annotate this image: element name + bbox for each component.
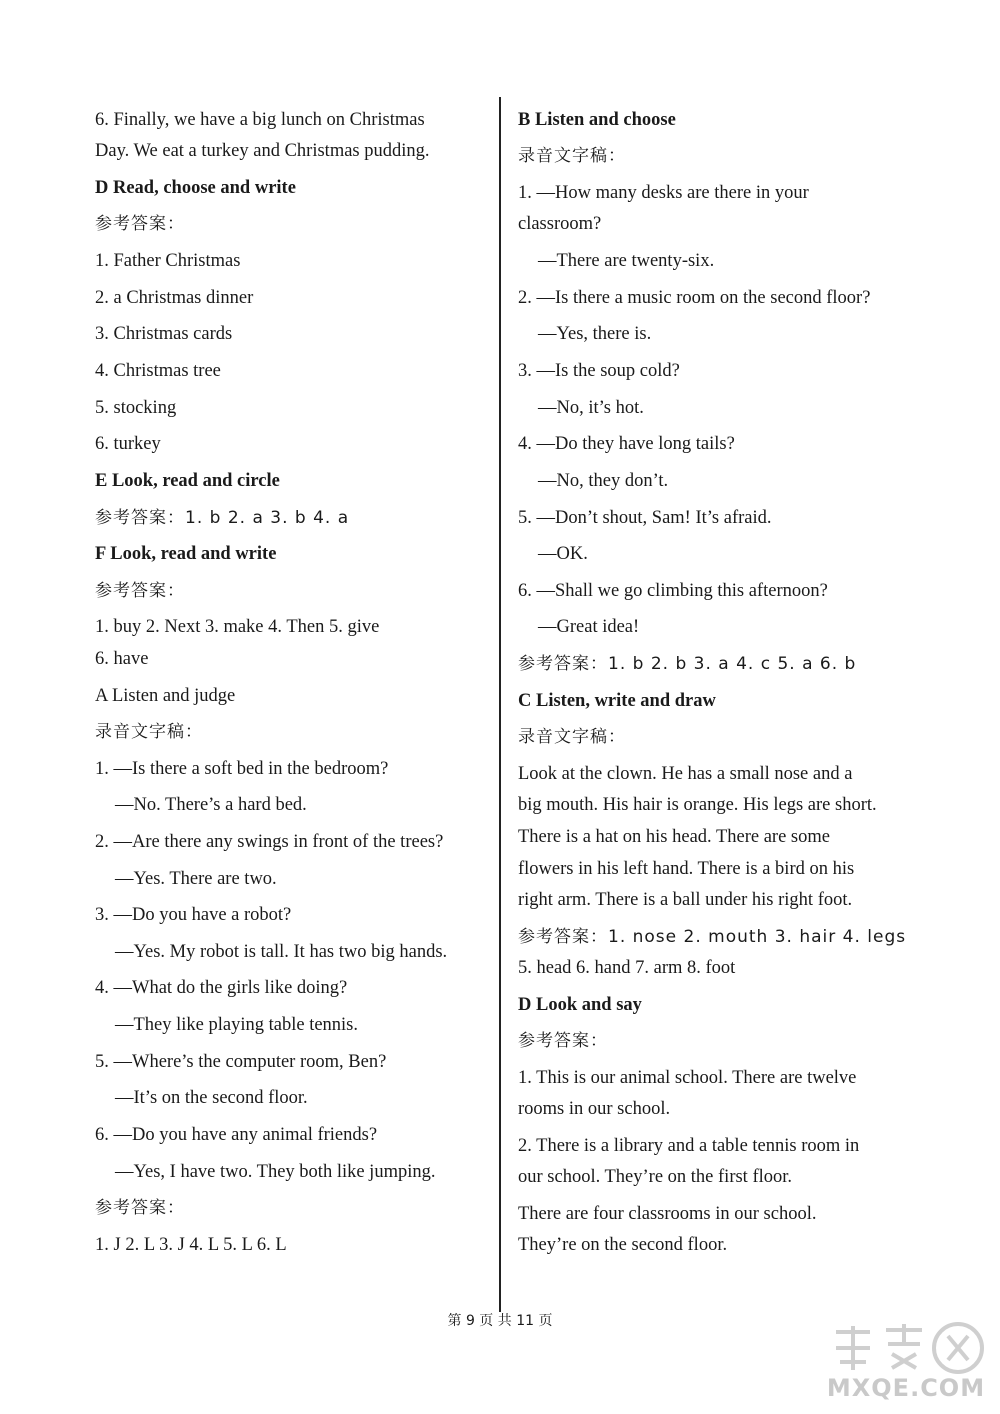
text-line: 2. —Are there any swings in front of the trees? xyxy=(95,832,444,852)
text-line: 4. —Do they have long tails? xyxy=(518,434,735,454)
text-line: our school. They’re on the first floor. xyxy=(518,1167,793,1187)
text-line: right arm. There is a ball under his right foot. xyxy=(518,890,853,910)
text-line: 1. J 2. L 3. J 4. L 5. L 6. L xyxy=(95,1235,287,1255)
section-heading: B Listen and choose xyxy=(518,110,676,130)
text-line: 2. a Christmas dinner xyxy=(95,288,254,308)
text-line: 1. Father Christmas xyxy=(95,251,241,271)
text-line: 4. —What do the girls like doing? xyxy=(95,978,348,998)
text-line: Look at the clown. He has a small nose and a xyxy=(518,764,853,784)
text-line: 参考答案： xyxy=(95,214,185,234)
section-heading: C Listen, write and draw xyxy=(518,691,716,711)
text-line: —Yes. There are two. xyxy=(115,869,277,889)
text-line: —Yes. My robot is tall. It has two big hands. xyxy=(115,942,448,962)
text-line: 6. —Shall we go climbing this afternoon? xyxy=(518,581,828,601)
text-line: 5. —Don’t shout, Sam! It’s afraid. xyxy=(518,508,772,528)
column-divider xyxy=(499,97,501,1312)
text-line: 3. Christmas cards xyxy=(95,324,233,344)
text-line: 参考答案： xyxy=(95,1198,185,1218)
text-line: big mouth. His hair is orange. His legs are short. xyxy=(518,795,877,815)
text-line: —They like playing table tennis. xyxy=(115,1015,359,1035)
text-line: rooms in our school. xyxy=(518,1099,671,1119)
text-line: 录音文字稿： xyxy=(518,146,626,166)
text-line: —OK. xyxy=(538,544,588,564)
text-line: 6. —Do you have any animal friends? xyxy=(95,1125,378,1145)
watermark-logo-icon xyxy=(818,1318,994,1378)
section-heading: E Look, read and circle xyxy=(95,471,280,491)
text-line: 参考答案：1. b 2. a 3. b 4. a xyxy=(95,508,350,528)
watermark-url: MXQE.COM xyxy=(826,1374,986,1402)
text-line: 参考答案： xyxy=(518,1031,608,1051)
text-line: classroom? xyxy=(518,214,602,234)
text-line: They’re on the second floor. xyxy=(518,1235,728,1255)
text-line: 4. Christmas tree xyxy=(95,361,221,381)
text-line: 录音文字稿： xyxy=(95,722,203,742)
text-line: —It’s on the second floor. xyxy=(115,1088,308,1108)
text-line: —Yes, I have two. They both like jumping. xyxy=(115,1162,436,1182)
text-line: 5. stocking xyxy=(95,398,177,418)
text-line: 3. —Is the soup cold? xyxy=(518,361,680,381)
text-line: 6. turkey xyxy=(95,434,161,454)
text-line: 1. —Is there a soft bed in the bedroom? xyxy=(95,759,389,779)
text-line: 参考答案： xyxy=(95,581,185,601)
text-line: A Listen and judge xyxy=(95,686,236,706)
text-line: Day. We eat a turkey and Christmas pudding. xyxy=(95,141,430,161)
section-heading: D Look and say xyxy=(518,995,642,1015)
text-line: 2. There is a library and a table tennis room in xyxy=(518,1136,860,1156)
text-line: —No. There’s a hard bed. xyxy=(115,795,307,815)
section-heading: D Read, choose and write xyxy=(95,178,296,198)
text-line: 6. have xyxy=(95,649,149,669)
text-line: —There are twenty-six. xyxy=(538,251,715,271)
page-footer: 第 9 页 共 11 页 xyxy=(447,1313,553,1329)
text-line: There are four classrooms in our school. xyxy=(518,1204,817,1224)
text-line: 参考答案：1. b 2. b 3. a 4. c 5. a 6. b xyxy=(518,654,857,674)
text-line: 6. Finally, we have a big lunch on Christmas xyxy=(95,110,425,130)
text-line: flowers in his left hand. There is a bird on his xyxy=(518,859,855,879)
text-line: —Yes, there is. xyxy=(538,324,652,344)
text-line: 5. head 6. hand 7. arm 8. foot xyxy=(518,958,736,978)
text-line: 参考答案：1. nose 2. mouth 3. hair 4. legs xyxy=(518,927,907,947)
text-line: —No, it’s hot. xyxy=(538,398,644,418)
watermark-logo xyxy=(818,1318,994,1410)
text-line: —Great idea! xyxy=(538,617,640,637)
text-line: 1. —How many desks are there in your xyxy=(518,183,809,203)
text-line: 录音文字稿： xyxy=(518,727,626,747)
text-line: 1. buy 2. Next 3. make 4. Then 5. give xyxy=(95,617,380,637)
text-line: 2. —Is there a music room on the second floor? xyxy=(518,288,871,308)
text-line: 5. —Where’s the computer room, Ben? xyxy=(95,1052,387,1072)
text-line: 3. —Do you have a robot? xyxy=(95,905,292,925)
text-line: —No, they don’t. xyxy=(538,471,669,491)
section-heading: F Look, read and write xyxy=(95,544,277,564)
text-line: 1. This is our animal school. There are twelve xyxy=(518,1068,857,1088)
text-line: There is a hat on his head. There are some xyxy=(518,827,830,847)
